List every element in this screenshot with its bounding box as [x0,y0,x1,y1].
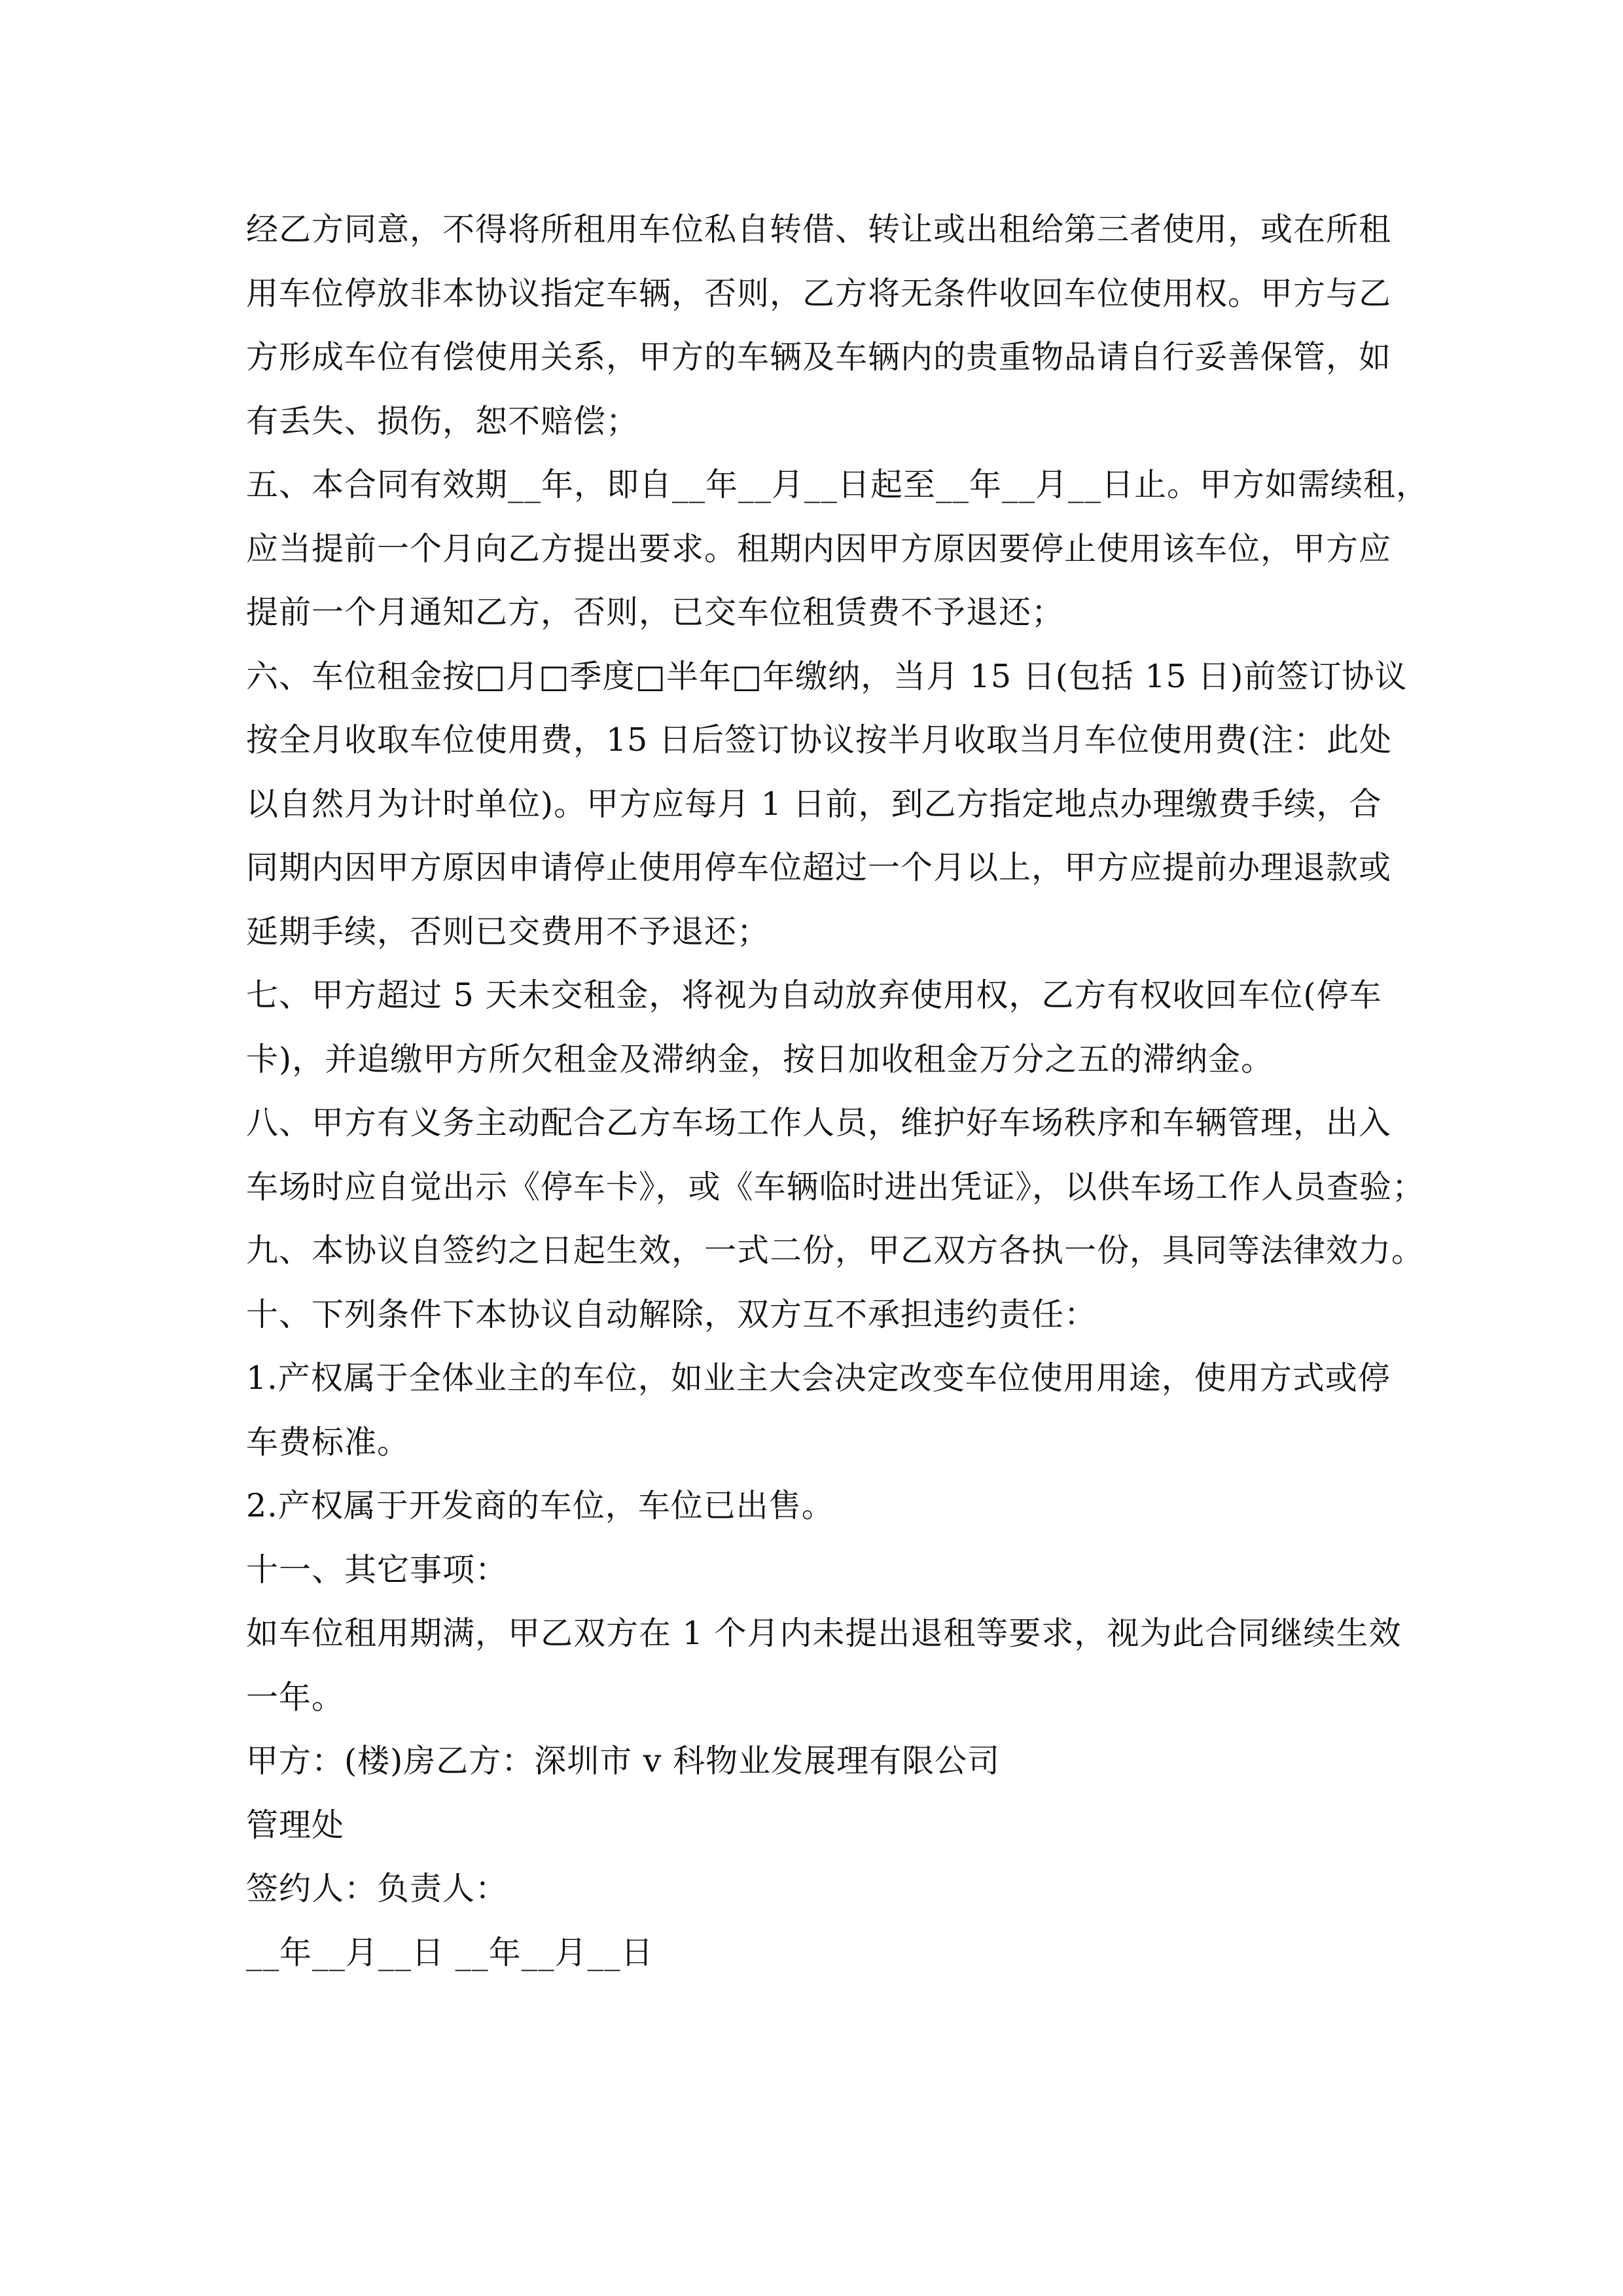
date-line: __年__月__日 __年__月__日 [246,1933,654,1971]
clause-9-line: 九、本协议自签约之日起生效，一式二份，甲乙双方各执一份，具同等法律效力。 [246,1232,1425,1269]
clause-6-line: 六、车位租金按□月□季度□半年□年缴纳，当月 15 日(包括 15 日)前签订协议 [246,657,1408,695]
text-line: 经乙方同意，不得将所租用车位私自转借、转让或出租给第三者使用，或在所租 [246,211,1392,248]
text-line: 如车位租用期满，甲乙双方在 1 个月内未提出退租等要求，视为此合同继续生效 [246,1615,1402,1652]
clause-5-line: 五、本合同有效期__年，即自__年__月__日起至__年__月__日止。甲方如需续租， [246,466,1429,503]
text-line: 延期手续，否则已交费用不予退还； [246,912,770,950]
signatories-line: 签约人：负责人： [246,1870,508,1907]
document-body [246,198,1429,1984]
text-line: 一年。 [246,1678,345,1716]
text-line: 车费标准。 [246,1423,410,1461]
text-line: 同期内因甲方原因申请停止使用停车位超过一个月以上，甲方应提前办理退款或 [246,849,1392,886]
text-line: 车场时应自觉出示《停车卡》，或《车辆临时进出凭证》，以供车场工作人员查验； [246,1168,1425,1206]
item-1-line: 1.产权属于全体业主的车位，如业主大会决定改变车位使用用途，使用方式或停 [246,1359,1391,1397]
text-line: 方形成车位有偿使用关系，甲方的车辆及车辆内的贵重物品请自行妥善保管，如 [246,338,1392,376]
text-line: 提前一个月通知乙方，否则，已交车位租赁费不予退还； [246,594,1065,631]
clause-10-line: 十、下列条件下本协议自动解除，双方互不承担违约责任： [246,1295,1097,1333]
management-office-line: 管理处 [246,1806,345,1844]
text-line: 卡)，并追缴甲方所欠租金及滞纳金，按日加收租金万分之五的滞纳金。 [246,1040,1274,1078]
text-line: 以自然月为计时单位)。甲方应每月 1 日前，到乙方指定地点办理缴费手续，合 [246,785,1382,823]
text-line: 按全月收取车位使用费，15 日后签订协议按半月收取当月车位使用费(注：此处 [246,721,1393,759]
text-line: 用车位停放非本协议指定车辆，否则，乙方将无条件收回车位使用权。甲方与乙 [246,274,1392,312]
parties-line: 甲方：(楼)房乙方：深圳市 v 科物业发展理有限公司 [246,1742,1001,1780]
clause-7-line: 七、甲方超过 5 天未交租金，将视为自动放弃使用权，乙方有权收回车位(停车 [246,977,1382,1014]
item-2-line: 2.产权属于开发商的车位，车位已出售。 [246,1487,834,1524]
text-line: 有丢失、损伤，恕不赔偿； [246,402,639,440]
text-line: 应当提前一个月向乙方提出要求。租期内因甲方原因要停止使用该车位，甲方应 [246,529,1392,567]
clause-11-line: 十一、其它事项： [246,1551,508,1588]
clause-8-line: 八、甲方有义务主动配合乙方车场工作人员，维护好车场秩序和车辆管理，出入 [246,1104,1392,1141]
